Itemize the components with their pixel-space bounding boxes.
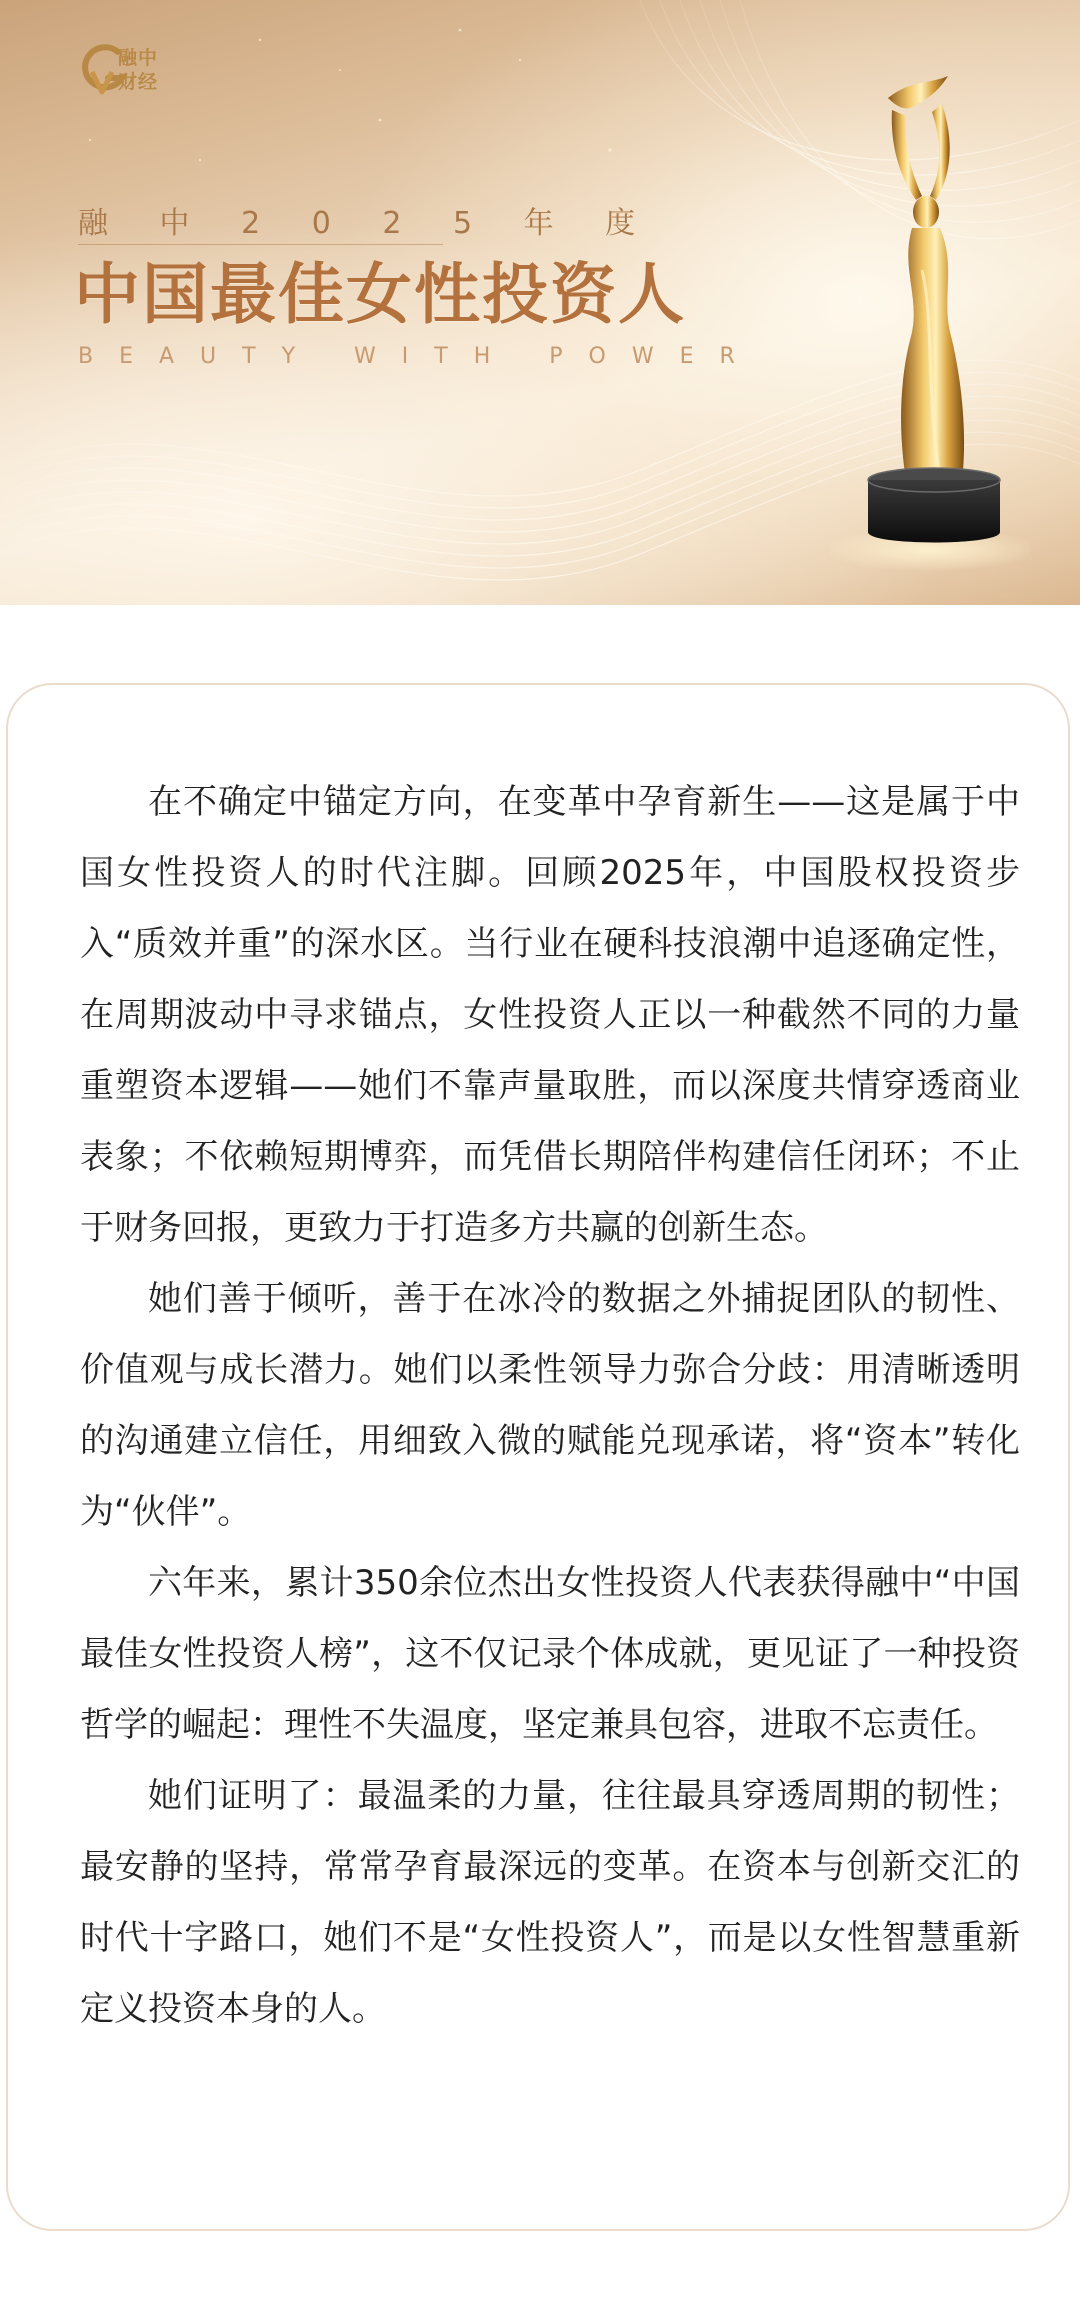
article-paragraph: 六年来，累计350余位杰出女性投资人代表获得融中“中国最佳女性投资人榜”，这不仅记录个体成就，更见证了一种投资哲学的崛起：理性不失温度，坚定兼具包容，进取不忘责任。	[80, 1563, 1020, 1745]
award-year-subtitle: 融 中 2 0 2 5 年 度	[78, 206, 657, 241]
page-title: 中国最佳女性投资人	[74, 255, 686, 333]
article-card	[6, 683, 1070, 2231]
subtitle-divider	[78, 244, 443, 245]
logo-text-line2: 财经	[118, 71, 159, 93]
logo-text	[118, 46, 198, 94]
gold-trophy-icon	[830, 70, 1030, 570]
article-paragraph: 在不确定中锚定方向，在变革中孕育新生——这是属于中国女性投资人的时代注脚。回顾2025年，中国股权投资步入“质效并重”的深水区。当行业在硬科技浪潮中追逐确定性，在周期波动中寻求锚点，女性投资人正以一种截然不同的力量重塑资本逻辑——她们不靠声量取胜，而以深度共情穿透商业表象；不依赖短期博弈，而凭借长期陪伴构建信任闭环；不止于财务回报，更致力于打造多方共赢的创新生态。	[80, 782, 1020, 1248]
english-slogan: BEAUTY WITH POWER	[78, 344, 761, 369]
hero-banner	[0, 0, 1080, 605]
logo-text-line1: 融中	[118, 47, 159, 69]
rongzhong-logo	[78, 42, 198, 104]
article-paragraph: 她们证明了：最温柔的力量，往往最具穿透周期的韧性；最安静的坚持，常常孕育最深远的变革。在资本与创新交汇的时代十字路口，她们不是“女性投资人”，而是以女性智慧重新定义投资本身的人。	[80, 1776, 1020, 2029]
article-body	[80, 767, 1020, 2045]
article-paragraph: 她们善于倾听，善于在冰冷的数据之外捕捉团队的韧性、价值观与成长潜力。她们以柔性领导力弥合分歧：用清晰透明的沟通建立信任，用细致入微的赋能兑现承诺，将“资本”转化为“伙伴”。	[80, 1279, 1020, 1532]
